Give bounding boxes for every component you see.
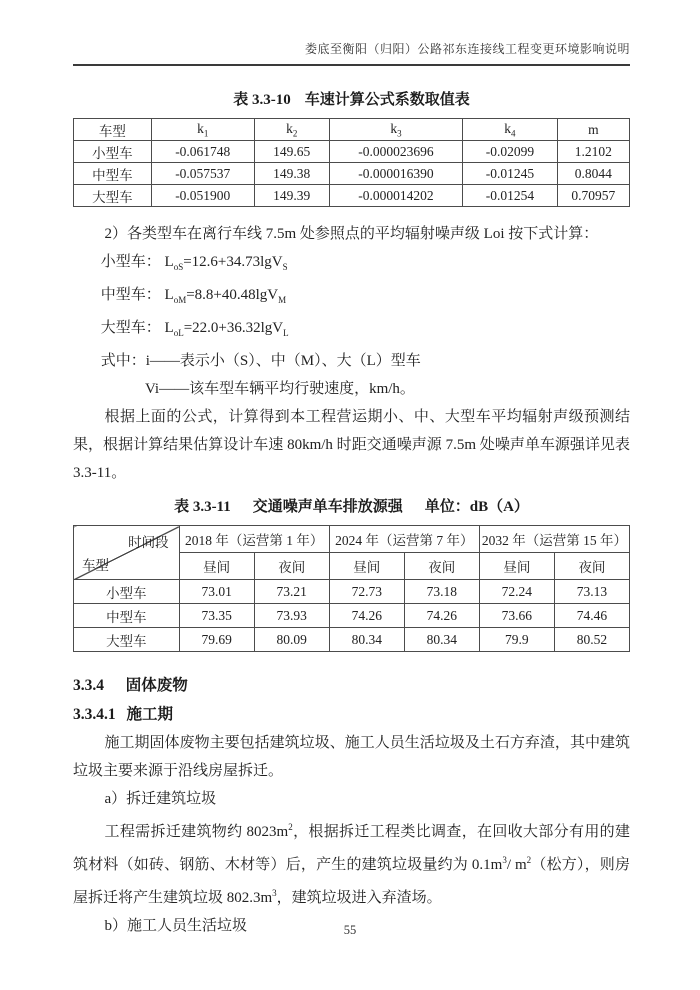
caption-unit: 单位：dB（A） [424, 499, 529, 515]
noise-table-caption [73, 495, 630, 516]
table-cell: -0.057537 [151, 163, 254, 185]
page-header [73, 40, 630, 66]
table-cell: 73.66 [479, 604, 554, 628]
speed-table-caption [73, 88, 630, 109]
table-header-row [74, 119, 630, 141]
table-cell: -0.000023696 [329, 141, 462, 163]
table-cell: -0.02099 [463, 141, 558, 163]
formula-intro-paragraph: 2）各类型车在离行车线 7.5m 处参照点的平均辐射噪声级 Loi 按下式计算： [104, 226, 599, 242]
formula-line-large-car: 大型车： $L_{oL}=22.0+36.32\lg V_L$ [100, 320, 289, 338]
table-cell: -0.061748 [151, 141, 254, 163]
subsection-number: 3.3.4.1 [73, 706, 116, 723]
table-cell: 0.70957 [557, 185, 629, 207]
table-cell: 72.24 [479, 580, 554, 604]
table-cell: 149.38 [254, 163, 329, 185]
diagonal-label-vehicle: 车型 [82, 558, 109, 573]
item-a-label: a）拆迁建筑垃圾 [104, 791, 217, 807]
row-label: 小型车 [74, 580, 180, 604]
table-cell: 73.21 [254, 580, 329, 604]
column-header: $k_1$ [151, 119, 254, 141]
table-cell: 79.9 [479, 628, 554, 652]
year-group-header: 2032 年（运营第 15 年） [479, 526, 629, 553]
item-b-label: b）施工人员生活垃圾 [104, 918, 248, 934]
day-night-header: 昼间 [179, 553, 254, 580]
row-label: 大型车 [74, 628, 180, 652]
table-cell: 72.73 [329, 580, 404, 604]
footer-page-number: 55 [343, 923, 357, 937]
year-group-header: 2018 年（运营第 1 年） [179, 526, 329, 553]
table-cell: -0.051900 [151, 185, 254, 207]
section-title: 固体废物 [125, 677, 188, 694]
table-cell: -0.01254 [463, 185, 558, 207]
day-night-header: 昼间 [479, 553, 554, 580]
caption-title: 交通噪声单车排放源强 [252, 499, 403, 515]
caption-label: 表 3.3-10 [233, 92, 291, 108]
table-cell: 73.18 [404, 580, 479, 604]
diagonal-header-cell [74, 526, 180, 580]
table-cell: 73.93 [254, 604, 329, 628]
table-header-row [74, 526, 630, 553]
caption-title: 车速计算公式系数取值表 [304, 92, 470, 108]
day-night-header: 昼间 [329, 553, 404, 580]
table-cell: 80.52 [554, 628, 629, 652]
table-cell: 149.65 [254, 141, 329, 163]
table-cell: 73.01 [179, 580, 254, 604]
year-group-header: 2024 年（运营第 7 年） [329, 526, 479, 553]
formula-line-medium-car: 中型车： $L_{oM}=8.8+40.48\lg V_M$ [100, 287, 287, 305]
column-header: $k_3$ [329, 119, 462, 141]
table-cell: 73.13 [554, 580, 629, 604]
table-row [74, 141, 630, 163]
column-header: m [557, 119, 629, 141]
table-cell: 80.34 [404, 628, 479, 652]
demolition-paragraph: 工程需拆迁建筑物约 $8023m^2$，根据拆迁工程类比调查，在回收大部分有用的建筑材料（如砖、钢筋、木材等）后，产生的建筑垃圾量约为 $0.1m^3/$ $m^2$（松方），则房屋拆迁将产生建筑垃圾 $802.3m^3$，建筑垃圾进入弃渣场。 [73, 822, 630, 906]
page-header-title: 娄底至衡阳（归阳）公路祁东连接线工程变更环境影响说明 [304, 42, 630, 56]
page-content [73, 84, 630, 940]
subsection-heading [73, 701, 630, 729]
solid-waste-intro-paragraph: 施工期固体废物主要包括建筑垃圾、施工人员生活垃圾及土石方弃渣，其中建筑垃圾主要来源于沿线房屋拆迁。 [73, 735, 630, 779]
row-label: 中型车 [74, 604, 180, 628]
table-cell: 74.46 [554, 604, 629, 628]
day-night-header: 夜间 [404, 553, 479, 580]
formula-legend-line1: 式中：i——表示小（S）、中（M）、大（L）型车 [100, 353, 421, 369]
diagonal-label-period: 时间段 [128, 535, 169, 550]
subsection-title: 施工期 [126, 706, 173, 723]
table-cell: 大型车 [74, 185, 152, 207]
table-cell: 1.2102 [557, 141, 629, 163]
table-row [74, 163, 630, 185]
result-paragraph: 根据上面的公式，计算得到本工程营运期小、中、大型车平均辐射声级预测结果，根据计算结果估算设计车速 80km/h 时距交通噪声源 7.5m 处噪声单车源强详见表 3.3-11。 [73, 409, 630, 481]
table-cell: 80.34 [329, 628, 404, 652]
section-number: 3.3.4 [73, 677, 104, 694]
table-row [74, 185, 630, 207]
column-header: $k_4$ [463, 119, 558, 141]
day-night-header: 夜间 [254, 553, 329, 580]
section-heading [73, 672, 630, 700]
table-cell: 0.8044 [557, 163, 629, 185]
table-cell: -0.01245 [463, 163, 558, 185]
speed-coefficient-table [73, 118, 630, 207]
day-night-header: 夜间 [554, 553, 629, 580]
table-cell: -0.000016390 [329, 163, 462, 185]
caption-label: 表 3.3-11 [174, 499, 231, 515]
table-cell: 74.26 [329, 604, 404, 628]
table-cell: 73.35 [179, 604, 254, 628]
table-cell: 79.69 [179, 628, 254, 652]
column-header: 车型 [74, 119, 152, 141]
table-cell: -0.000014202 [329, 185, 462, 207]
table-cell: 149.39 [254, 185, 329, 207]
formula-legend-line2: Vi——该车型车辆平均行驶速度，km/h。 [145, 381, 415, 397]
table-cell: 74.26 [404, 604, 479, 628]
column-header: $k_2$ [254, 119, 329, 141]
table-row [74, 628, 630, 652]
noise-source-table [73, 525, 630, 652]
table-row [74, 604, 630, 628]
table-row [74, 580, 630, 604]
table-cell: 小型车 [74, 141, 152, 163]
table-cell: 80.09 [254, 628, 329, 652]
table-cell: 中型车 [74, 163, 152, 185]
formula-line-small-car: 小型车： $L_{oS}=12.6+34.73\lg V_S$ [100, 254, 288, 272]
